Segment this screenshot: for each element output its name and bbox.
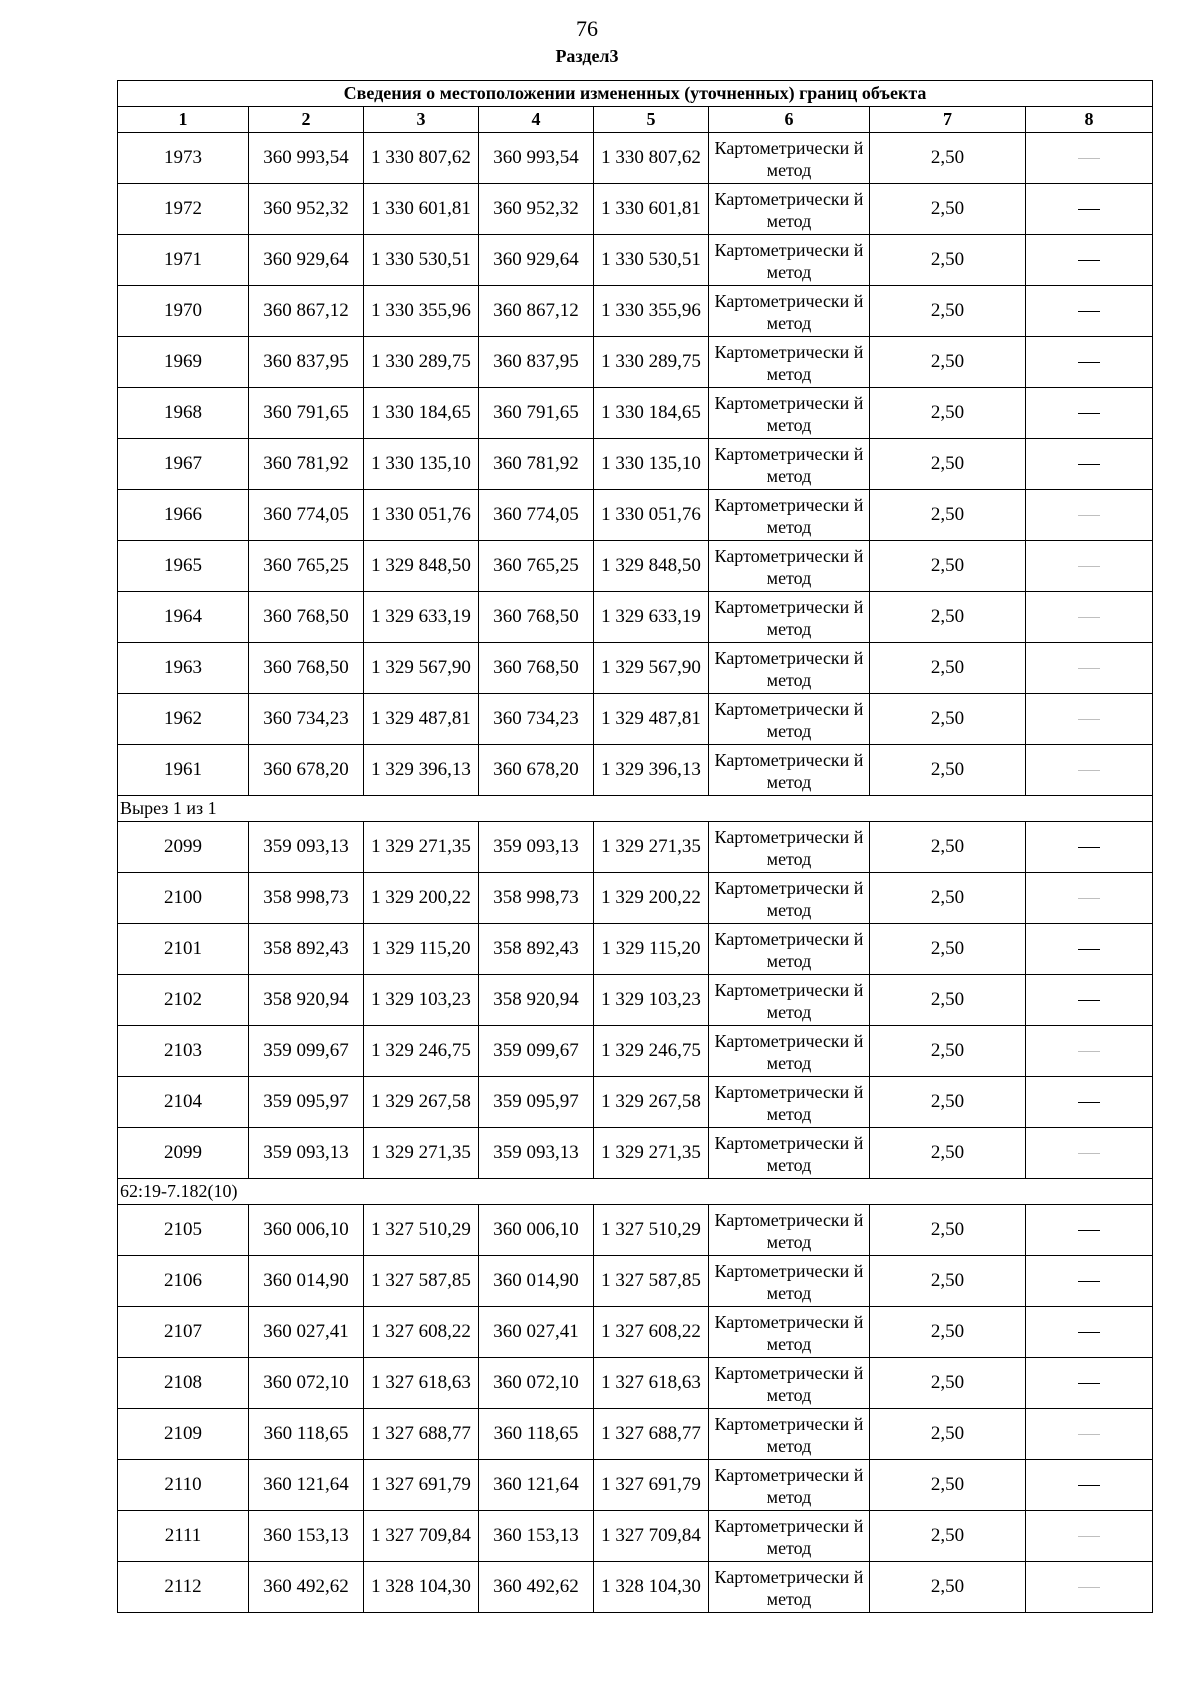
group-row [118, 796, 1153, 822]
method-cell: Картометрически й метод [709, 1511, 870, 1562]
description-cell [1026, 541, 1153, 592]
y-old-cell: 1 329 103,23 [364, 975, 479, 1026]
method-cell: Картометрически й метод [709, 1562, 870, 1613]
dash-mark [1078, 515, 1100, 516]
method-cell: Картометрически й метод [709, 1307, 870, 1358]
accuracy-cell: 2,50 [870, 1409, 1026, 1460]
point-number-cell: 2109 [118, 1409, 249, 1460]
dash-mark [1078, 1587, 1100, 1588]
y-new-cell: 1 327 608,22 [594, 1307, 709, 1358]
table-row [118, 745, 1153, 796]
description-cell [1026, 1256, 1153, 1307]
y-new-cell: 1 330 601,81 [594, 184, 709, 235]
description-cell [1026, 1307, 1153, 1358]
point-number-cell: 1967 [118, 439, 249, 490]
x-new-cell: 360 153,13 [479, 1511, 594, 1562]
method-cell: Картометрически й метод [709, 694, 870, 745]
x-old-cell: 359 099,67 [249, 1026, 364, 1077]
description-cell [1026, 286, 1153, 337]
method-cell: Картометрически й метод [709, 1205, 870, 1256]
y-new-cell: 1 329 267,58 [594, 1077, 709, 1128]
x-new-cell: 360 492,62 [479, 1562, 594, 1613]
x-new-cell: 360 121,64 [479, 1460, 594, 1511]
description-cell [1026, 1358, 1153, 1409]
y-old-cell: 1 330 135,10 [364, 439, 479, 490]
point-number-cell: 1970 [118, 286, 249, 337]
method-cell: Картометрически й метод [709, 286, 870, 337]
y-old-cell: 1 329 633,19 [364, 592, 479, 643]
y-old-cell: 1 329 115,20 [364, 924, 479, 975]
y-old-cell: 1 329 200,22 [364, 873, 479, 924]
method-cell: Картометрически й метод [709, 490, 870, 541]
x-new-cell: 359 095,97 [479, 1077, 594, 1128]
dash-mark [1078, 949, 1100, 950]
y-old-cell: 1 329 396,13 [364, 745, 479, 796]
description-cell [1026, 822, 1153, 873]
method-cell: Картометрически й метод [709, 184, 870, 235]
dash-mark [1078, 158, 1100, 159]
accuracy-cell: 2,50 [870, 133, 1026, 184]
accuracy-cell: 2,50 [870, 286, 1026, 337]
page-number: 76 [576, 16, 598, 41]
x-old-cell: 360 768,50 [249, 643, 364, 694]
y-old-cell: 1 327 691,79 [364, 1460, 479, 1511]
x-old-cell: 360 837,95 [249, 337, 364, 388]
table-row [118, 439, 1153, 490]
method-cell: Картометрически й метод [709, 1026, 870, 1077]
description-cell [1026, 1205, 1153, 1256]
y-new-cell: 1 329 567,90 [594, 643, 709, 694]
x-old-cell: 358 998,73 [249, 873, 364, 924]
dash-mark [1078, 1383, 1100, 1384]
y-new-cell: 1 330 530,51 [594, 235, 709, 286]
dash-mark [1078, 898, 1100, 899]
y-new-cell: 1 330 051,76 [594, 490, 709, 541]
y-old-cell: 1 329 246,75 [364, 1026, 479, 1077]
x-new-cell: 360 768,50 [479, 643, 594, 694]
dash-mark [1078, 260, 1100, 261]
method-cell: Картометрически й метод [709, 388, 870, 439]
description-cell [1026, 235, 1153, 286]
table-row [118, 592, 1153, 643]
method-cell: Картометрически й метод [709, 1460, 870, 1511]
y-new-cell: 1 329 271,35 [594, 1128, 709, 1179]
y-new-cell: 1 327 688,77 [594, 1409, 709, 1460]
table-body [118, 133, 1153, 1613]
x-old-cell: 360 118,65 [249, 1409, 364, 1460]
section-title: Раздел3 [555, 46, 619, 66]
point-number-cell: 1962 [118, 694, 249, 745]
method-cell: Картометрически й метод [709, 873, 870, 924]
method-cell: Картометрически й метод [709, 975, 870, 1026]
dash-mark [1078, 617, 1100, 618]
table-row [118, 133, 1153, 184]
x-new-cell: 360 006,10 [479, 1205, 594, 1256]
point-number-cell: 1964 [118, 592, 249, 643]
description-cell [1026, 643, 1153, 694]
y-new-cell: 1 330 184,65 [594, 388, 709, 439]
column-header-4: 4 [479, 107, 594, 133]
description-cell [1026, 1026, 1153, 1077]
x-old-cell: 358 892,43 [249, 924, 364, 975]
x-new-cell: 360 837,95 [479, 337, 594, 388]
x-new-cell: 360 781,92 [479, 439, 594, 490]
accuracy-cell: 2,50 [870, 1128, 1026, 1179]
x-new-cell: 360 791,65 [479, 388, 594, 439]
dash-mark [1078, 1102, 1100, 1103]
point-number-cell: 2105 [118, 1205, 249, 1256]
table-row [118, 873, 1153, 924]
point-number-cell: 2101 [118, 924, 249, 975]
method-cell: Картометрически й метод [709, 643, 870, 694]
point-number-cell: 1966 [118, 490, 249, 541]
y-old-cell: 1 330 601,81 [364, 184, 479, 235]
dash-mark [1078, 1536, 1100, 1537]
description-cell [1026, 1128, 1153, 1179]
accuracy-cell: 2,50 [870, 541, 1026, 592]
y-old-cell: 1 329 271,35 [364, 822, 479, 873]
x-new-cell: 360 993,54 [479, 133, 594, 184]
y-new-cell: 1 327 709,84 [594, 1511, 709, 1562]
description-cell [1026, 388, 1153, 439]
point-number-cell: 2102 [118, 975, 249, 1026]
description-cell [1026, 975, 1153, 1026]
y-old-cell: 1 329 487,81 [364, 694, 479, 745]
point-number-cell: 2099 [118, 822, 249, 873]
x-new-cell: 359 093,13 [479, 1128, 594, 1179]
x-new-cell: 360 072,10 [479, 1358, 594, 1409]
y-old-cell: 1 327 510,29 [364, 1205, 479, 1256]
x-new-cell: 360 768,50 [479, 592, 594, 643]
table-row [118, 1256, 1153, 1307]
point-number-cell: 1961 [118, 745, 249, 796]
point-number-cell: 1973 [118, 133, 249, 184]
table-row [118, 184, 1153, 235]
y-new-cell: 1 327 691,79 [594, 1460, 709, 1511]
y-old-cell: 1 329 848,50 [364, 541, 479, 592]
y-new-cell: 1 330 289,75 [594, 337, 709, 388]
table-header-row [118, 107, 1153, 133]
point-number-cell: 1972 [118, 184, 249, 235]
x-old-cell: 360 014,90 [249, 1256, 364, 1307]
dash-mark [1078, 311, 1100, 312]
accuracy-cell: 2,50 [870, 1562, 1026, 1613]
column-header-5: 5 [594, 107, 709, 133]
x-new-cell: 358 892,43 [479, 924, 594, 975]
y-new-cell: 1 329 200,22 [594, 873, 709, 924]
point-number-cell: 1963 [118, 643, 249, 694]
column-header-7: 7 [870, 107, 1026, 133]
accuracy-cell: 2,50 [870, 924, 1026, 975]
x-new-cell: 359 099,67 [479, 1026, 594, 1077]
point-number-cell: 2099 [118, 1128, 249, 1179]
table-row [118, 1460, 1153, 1511]
dash-mark [1078, 1000, 1100, 1001]
dash-mark [1078, 209, 1100, 210]
method-cell: Картометрически й метод [709, 133, 870, 184]
description-cell [1026, 1562, 1153, 1613]
method-cell: Картометрически й метод [709, 439, 870, 490]
x-old-cell: 358 920,94 [249, 975, 364, 1026]
dash-mark [1078, 719, 1100, 720]
x-old-cell: 360 768,50 [249, 592, 364, 643]
table-row [118, 1307, 1153, 1358]
dash-mark [1078, 1434, 1100, 1435]
method-cell: Картометрически й метод [709, 541, 870, 592]
accuracy-cell: 2,50 [870, 235, 1026, 286]
y-new-cell: 1 329 103,23 [594, 975, 709, 1026]
method-cell: Картометрически й метод [709, 235, 870, 286]
accuracy-cell: 2,50 [870, 337, 1026, 388]
x-new-cell: 360 014,90 [479, 1256, 594, 1307]
point-number-cell: 2100 [118, 873, 249, 924]
dash-mark [1078, 770, 1100, 771]
method-cell: Картометрически й метод [709, 1128, 870, 1179]
x-new-cell: 360 678,20 [479, 745, 594, 796]
table-row [118, 1205, 1153, 1256]
accuracy-cell: 2,50 [870, 184, 1026, 235]
description-cell [1026, 490, 1153, 541]
table-row [118, 822, 1153, 873]
dash-mark [1078, 847, 1100, 848]
column-header-2: 2 [249, 107, 364, 133]
accuracy-cell: 2,50 [870, 490, 1026, 541]
y-new-cell: 1 329 246,75 [594, 1026, 709, 1077]
x-old-cell: 360 734,23 [249, 694, 364, 745]
table-row [118, 541, 1153, 592]
description-cell [1026, 337, 1153, 388]
description-cell [1026, 694, 1153, 745]
accuracy-cell: 2,50 [870, 592, 1026, 643]
y-new-cell: 1 327 510,29 [594, 1205, 709, 1256]
y-old-cell: 1 327 688,77 [364, 1409, 479, 1460]
method-cell: Картометрически й метод [709, 1256, 870, 1307]
accuracy-cell: 2,50 [870, 1205, 1026, 1256]
table-row [118, 1077, 1153, 1128]
y-old-cell: 1 330 807,62 [364, 133, 479, 184]
accuracy-cell: 2,50 [870, 745, 1026, 796]
x-new-cell: 360 118,65 [479, 1409, 594, 1460]
x-old-cell: 360 027,41 [249, 1307, 364, 1358]
description-cell [1026, 439, 1153, 490]
y-new-cell: 1 329 633,19 [594, 592, 709, 643]
y-old-cell: 1 329 567,90 [364, 643, 479, 694]
y-new-cell: 1 329 487,81 [594, 694, 709, 745]
table-row [118, 694, 1153, 745]
table-row [118, 388, 1153, 439]
table-row [118, 490, 1153, 541]
point-number-cell: 2104 [118, 1077, 249, 1128]
table-row [118, 1511, 1153, 1562]
method-cell: Картометрически й метод [709, 337, 870, 388]
table-row [118, 643, 1153, 694]
dash-mark [1078, 1332, 1100, 1333]
y-old-cell: 1 330 184,65 [364, 388, 479, 439]
x-old-cell: 360 952,32 [249, 184, 364, 235]
column-header-6: 6 [709, 107, 870, 133]
method-cell: Картометрически й метод [709, 924, 870, 975]
y-new-cell: 1 329 848,50 [594, 541, 709, 592]
dash-mark [1078, 1051, 1100, 1052]
table-row [118, 1026, 1153, 1077]
y-new-cell: 1 328 104,30 [594, 1562, 709, 1613]
column-header-3: 3 [364, 107, 479, 133]
y-new-cell: 1 327 587,85 [594, 1256, 709, 1307]
x-old-cell: 360 929,64 [249, 235, 364, 286]
point-number-cell: 1971 [118, 235, 249, 286]
y-old-cell: 1 327 608,22 [364, 1307, 479, 1358]
x-old-cell: 360 072,10 [249, 1358, 364, 1409]
dash-mark [1078, 413, 1100, 414]
dash-mark [1078, 1153, 1100, 1154]
table-caption: Сведения о местоположении измененных (уточненных) границ объекта [118, 81, 1153, 107]
y-old-cell: 1 330 051,76 [364, 490, 479, 541]
table-row [118, 337, 1153, 388]
dash-mark [1078, 1281, 1100, 1282]
y-new-cell: 1 330 355,96 [594, 286, 709, 337]
x-old-cell: 360 006,10 [249, 1205, 364, 1256]
x-new-cell: 360 929,64 [479, 235, 594, 286]
accuracy-cell: 2,50 [870, 694, 1026, 745]
x-new-cell: 359 093,13 [479, 822, 594, 873]
dash-mark [1078, 668, 1100, 669]
x-new-cell: 360 027,41 [479, 1307, 594, 1358]
description-cell [1026, 873, 1153, 924]
table-row [118, 235, 1153, 286]
table-row [118, 1358, 1153, 1409]
accuracy-cell: 2,50 [870, 643, 1026, 694]
column-header-8: 8 [1026, 107, 1153, 133]
group-label: Вырез 1 из 1 [118, 796, 1153, 822]
x-old-cell: 359 093,13 [249, 1128, 364, 1179]
x-new-cell: 360 774,05 [479, 490, 594, 541]
method-cell: Картометрически й метод [709, 1358, 870, 1409]
x-old-cell: 360 993,54 [249, 133, 364, 184]
method-cell: Картометрически й метод [709, 822, 870, 873]
table-row [118, 1562, 1153, 1613]
y-old-cell: 1 330 355,96 [364, 286, 479, 337]
point-number-cell: 2108 [118, 1358, 249, 1409]
point-number-cell: 2106 [118, 1256, 249, 1307]
accuracy-cell: 2,50 [870, 1256, 1026, 1307]
group-row [118, 1179, 1153, 1205]
y-old-cell: 1 330 289,75 [364, 337, 479, 388]
table-row [118, 975, 1153, 1026]
x-new-cell: 360 867,12 [479, 286, 594, 337]
description-cell [1026, 745, 1153, 796]
y-old-cell: 1 327 587,85 [364, 1256, 479, 1307]
description-cell [1026, 1511, 1153, 1562]
description-cell [1026, 1077, 1153, 1128]
y-old-cell: 1 329 267,58 [364, 1077, 479, 1128]
table-caption-row [118, 81, 1153, 107]
point-number-cell: 2103 [118, 1026, 249, 1077]
description-cell [1026, 1409, 1153, 1460]
x-new-cell: 358 998,73 [479, 873, 594, 924]
x-new-cell: 360 765,25 [479, 541, 594, 592]
dash-mark [1078, 464, 1100, 465]
y-new-cell: 1 327 618,63 [594, 1358, 709, 1409]
accuracy-cell: 2,50 [870, 1307, 1026, 1358]
y-old-cell: 1 329 271,35 [364, 1128, 479, 1179]
y-new-cell: 1 329 271,35 [594, 822, 709, 873]
x-old-cell: 360 121,64 [249, 1460, 364, 1511]
description-cell [1026, 924, 1153, 975]
accuracy-cell: 2,50 [870, 1026, 1026, 1077]
x-old-cell: 360 781,92 [249, 439, 364, 490]
method-cell: Картометрически й метод [709, 592, 870, 643]
accuracy-cell: 2,50 [870, 388, 1026, 439]
accuracy-cell: 2,50 [870, 1077, 1026, 1128]
accuracy-cell: 2,50 [870, 975, 1026, 1026]
description-cell [1026, 184, 1153, 235]
point-number-cell: 2112 [118, 1562, 249, 1613]
x-old-cell: 360 765,25 [249, 541, 364, 592]
coordinates-table [117, 80, 1153, 1613]
y-new-cell: 1 330 135,10 [594, 439, 709, 490]
y-new-cell: 1 329 396,13 [594, 745, 709, 796]
accuracy-cell: 2,50 [870, 439, 1026, 490]
description-cell [1026, 1460, 1153, 1511]
accuracy-cell: 2,50 [870, 1460, 1026, 1511]
y-old-cell: 1 330 530,51 [364, 235, 479, 286]
y-old-cell: 1 327 618,63 [364, 1358, 479, 1409]
point-number-cell: 2110 [118, 1460, 249, 1511]
accuracy-cell: 2,50 [870, 1358, 1026, 1409]
description-cell [1026, 133, 1153, 184]
x-old-cell: 359 093,13 [249, 822, 364, 873]
x-old-cell: 359 095,97 [249, 1077, 364, 1128]
column-header-1: 1 [118, 107, 249, 133]
x-old-cell: 360 791,65 [249, 388, 364, 439]
x-old-cell: 360 153,13 [249, 1511, 364, 1562]
dash-mark [1078, 566, 1100, 567]
x-old-cell: 360 774,05 [249, 490, 364, 541]
x-old-cell: 360 867,12 [249, 286, 364, 337]
method-cell: Картометрически й метод [709, 1077, 870, 1128]
dash-mark [1078, 362, 1100, 363]
point-number-cell: 1969 [118, 337, 249, 388]
x-new-cell: 360 952,32 [479, 184, 594, 235]
point-number-cell: 2111 [118, 1511, 249, 1562]
x-old-cell: 360 492,62 [249, 1562, 364, 1613]
dash-mark [1078, 1485, 1100, 1486]
y-old-cell: 1 328 104,30 [364, 1562, 479, 1613]
table-row [118, 1128, 1153, 1179]
description-cell [1026, 592, 1153, 643]
accuracy-cell: 2,50 [870, 822, 1026, 873]
method-cell: Картометрически й метод [709, 1409, 870, 1460]
group-label: 62:19-7.182(10) [118, 1179, 1153, 1205]
y-new-cell: 1 329 115,20 [594, 924, 709, 975]
table-row [118, 1409, 1153, 1460]
point-number-cell: 2107 [118, 1307, 249, 1358]
x-old-cell: 360 678,20 [249, 745, 364, 796]
accuracy-cell: 2,50 [870, 873, 1026, 924]
x-new-cell: 358 920,94 [479, 975, 594, 1026]
point-number-cell: 1965 [118, 541, 249, 592]
dash-mark [1078, 1230, 1100, 1231]
table-row [118, 924, 1153, 975]
method-cell: Картометрически й метод [709, 745, 870, 796]
table-row [118, 286, 1153, 337]
accuracy-cell: 2,50 [870, 1511, 1026, 1562]
y-old-cell: 1 327 709,84 [364, 1511, 479, 1562]
x-new-cell: 360 734,23 [479, 694, 594, 745]
y-new-cell: 1 330 807,62 [594, 133, 709, 184]
point-number-cell: 1968 [118, 388, 249, 439]
